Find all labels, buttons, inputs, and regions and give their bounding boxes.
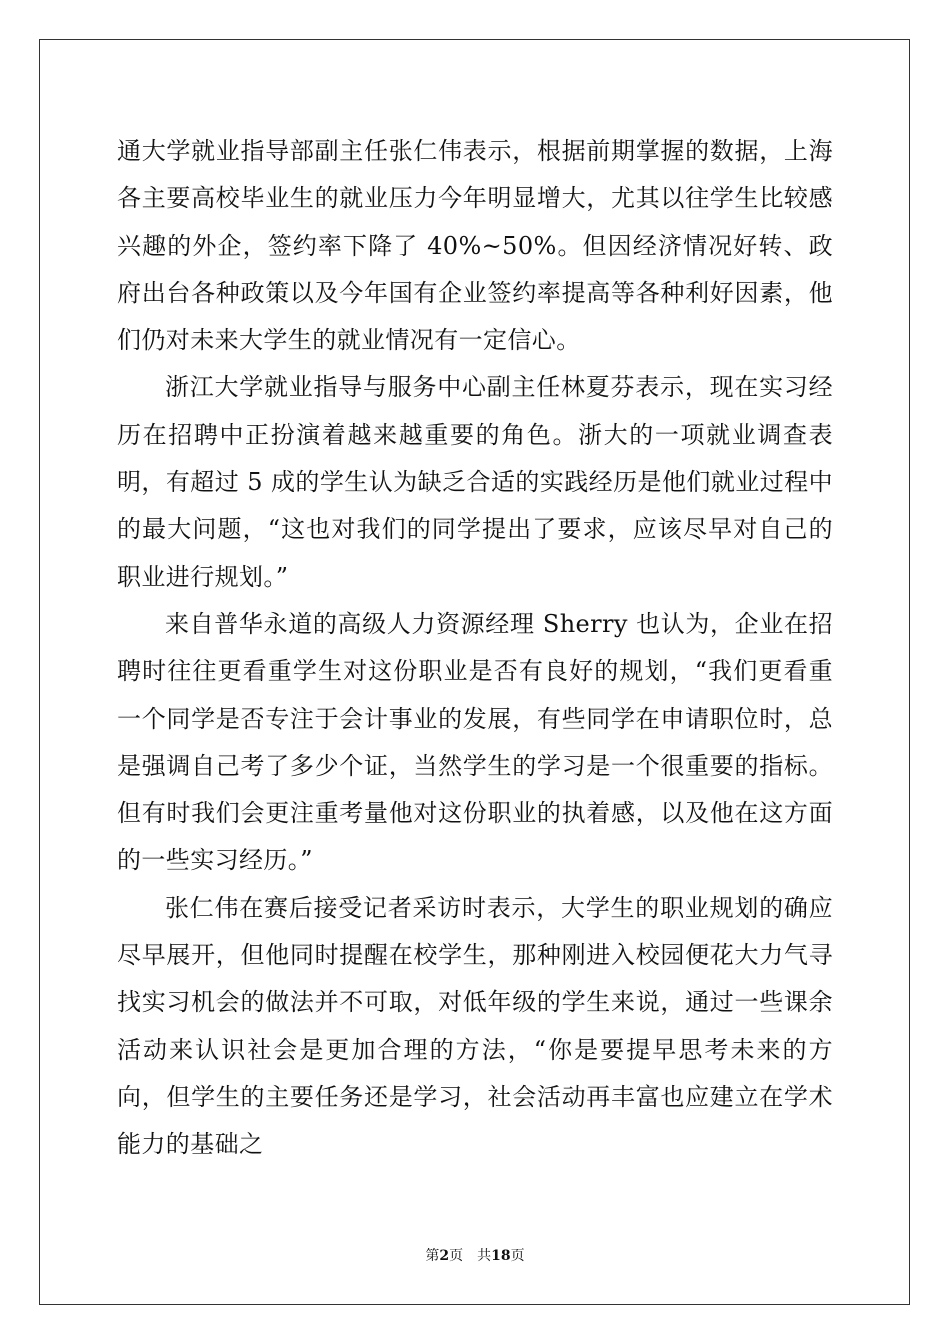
page-footer — [0, 1247, 950, 1265]
paragraph-2: 浙江大学就业指导与服务中心副主任林夏芬表示，现在实习经历在招聘中正扮演着越来越重要的角色。浙大的一项就业调查表明，有超过 5 成的学生认为缺乏合适的实践经历是他们就业过程中的最大问题，“这也对我们的同学提出了要求，应该尽早对自己的职业进行规划。” — [117, 373, 833, 591]
page-suffix: 页 — [449, 1248, 464, 1264]
paragraph-3: 来自普华永道的高级人力资源经理 Sherry 也认为，企业在招聘时往往更看重学生对这份职业是否有良好的规划，“我们更看重一个同学是否专注于会计事业的发展，有些同学在申请职位时，总是强调自己考了多少个证，当然学生的学习是一个很重要的指标。但有时我们会更注重考量他对这份职业的执着感，以及他在这方面的一些实习经历。” — [117, 609, 833, 875]
page-prefix: 第 — [425, 1248, 440, 1264]
total-pages: 18 — [491, 1248, 511, 1264]
total-prefix: 共 — [477, 1248, 492, 1264]
document-body — [117, 128, 833, 1169]
total-suffix: 页 — [510, 1248, 525, 1264]
page-number: 2 — [439, 1248, 450, 1264]
paragraph-4: 张仁伟在赛后接受记者采访时表示，大学生的职业规划的确应尽早展开，但他同时提醒在校学生，那种刚进入校园便花大力气寻找实习机会的做法并不可取，对低年级的学生来说，通过一些课余活动来认识社会是更加合理的方法，“你是要提早思考未来的方向，但学生的主要任务还是学习，社会活动再丰富也应建立在学术能力的基础之 — [117, 893, 833, 1159]
paragraph-1: 通大学就业指导部副主任张仁伟表示，根据前期掌握的数据，上海各主要高校毕业生的就业压力今年明显增大，尤其以往学生比较感兴趣的外企，签约率下降了 40%~50%。但因经济情况好转、政府出台各种政策以及今年国有企业签约率提高等各种利好因素，他们仍对未来大学生的就业情况有一定信心。 — [117, 137, 833, 355]
